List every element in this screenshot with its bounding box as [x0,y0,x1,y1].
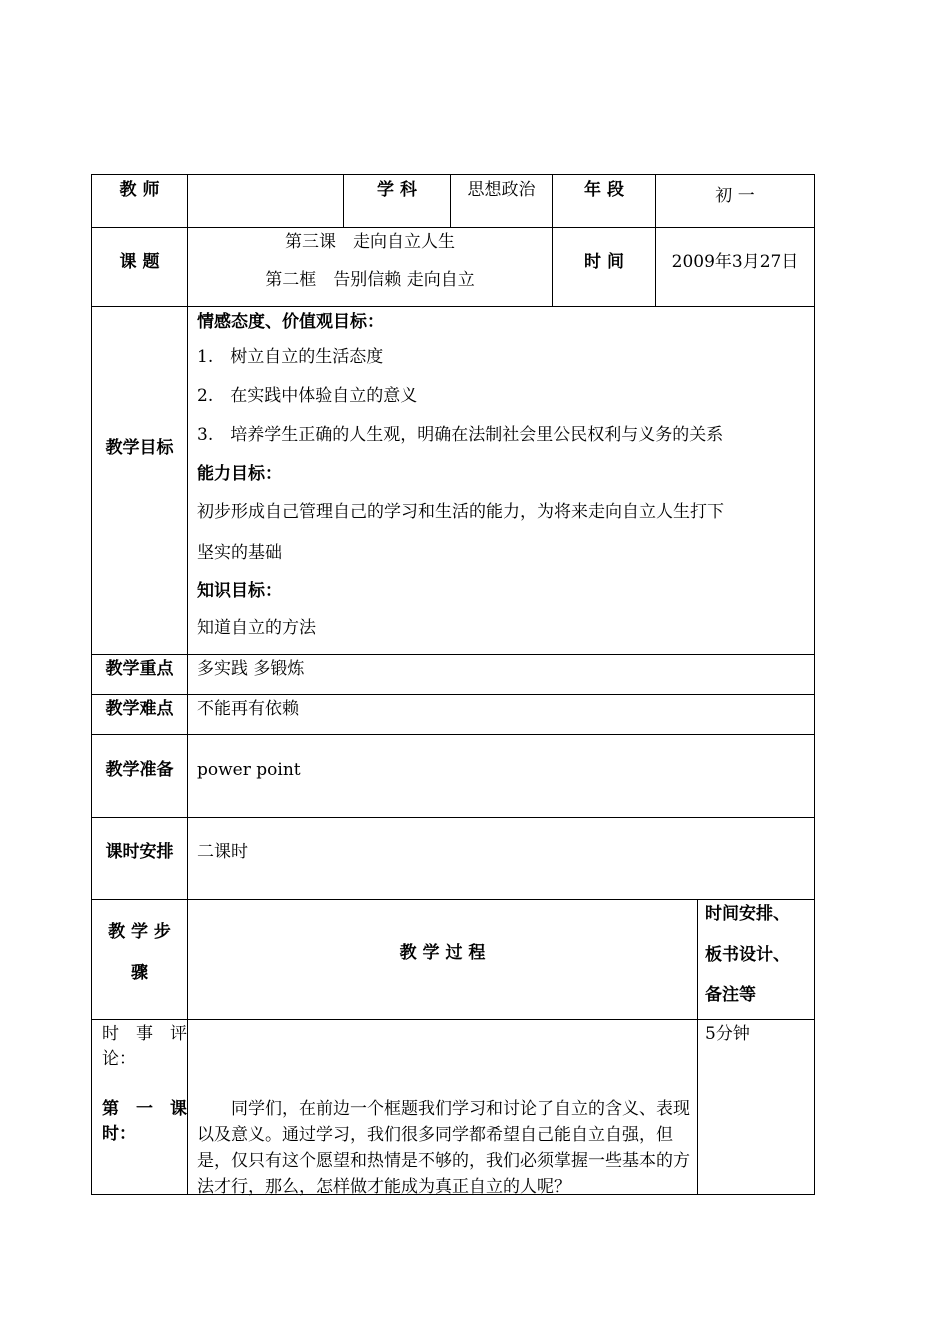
notes-label-line-2: 板书设计、 [705,945,790,965]
subject-value: 思想政治 [467,180,536,200]
preparation-label: 教学准备 [105,760,174,780]
topic-line-2: 第二框 告别信赖 走向自立 [265,270,475,290]
objectives-label: 教学目标 [105,438,174,458]
table-rule [814,174,815,1195]
topic-line-1: 第三课 走向自立人生 [285,232,455,252]
ability-heading: 能力目标： [197,464,282,484]
knowledge-text: 知道自立的方法 [197,618,316,638]
emotion-heading: 情感态度、价值观目标： [197,312,384,332]
time-note: 5分钟 [705,1024,750,1044]
topic-label: 课 题 [119,252,160,272]
ability-text-line-1: 初步形成自己管理自己的学习和生活的能力，为将来走向自立人生打下 [197,502,724,522]
table-rule [91,1019,815,1020]
table-rule [91,174,92,1195]
step-line-3: 第 一 课 [102,1099,187,1119]
table-rule [91,694,815,695]
table-rule [91,899,815,900]
step-line-1: 时 事 评 [102,1024,187,1044]
key-point-label: 教学重点 [105,659,174,679]
process-label: 教 学 过 程 [399,943,486,963]
schedule-label: 课时安排 [105,842,174,862]
table-rule [697,899,698,1195]
steps-label-line-2: 骤 [131,963,148,983]
table-rule [91,174,815,175]
emotion-item-3: 3. 培养学生正确的人生观，明确在法制社会里公民权利与义务的关系 [197,425,724,445]
difficulty-label: 教学难点 [105,699,174,719]
subject-label: 学 科 [377,180,417,200]
schedule-value: 二课时 [197,842,248,862]
emotion-item-1: 1. 树立自立的生活态度 [197,347,384,367]
step-line-2: 论： [102,1049,136,1069]
time-value: 2009年3月27日 [671,252,799,272]
teacher-label: 教 师 [119,180,160,200]
step-line-4: 时： [102,1124,136,1144]
time-label: 时 间 [584,252,624,272]
ability-text-line-2: 坚实的基础 [197,543,282,563]
grade-label: 年 段 [584,180,624,200]
knowledge-heading: 知识目标： [197,581,282,601]
steps-label-line-1: 教 学 步 [108,922,171,942]
key-point-value: 多实践 多锻炼 [197,659,305,679]
difficulty-value: 不能再有依赖 [197,699,299,719]
emotion-item-2: 2. 在实践中体验自立的意义 [197,386,418,406]
table-rule [187,174,188,1195]
process-content: 同学们，在前边一个框题我们学习和讨论了自立的含义、表现以及意义。通过学习，我们很多同学都希望自己能自立自强，但是，仅只有这个愿望和热情是不够的，我们必须掌握一些基本的方法才行，那么，怎样做才能成为真正自立的人呢？ [197,1099,690,1197]
table-rule [91,817,815,818]
grade-value: 初 一 [715,186,755,206]
notes-label-line-3: 备注等 [705,985,756,1005]
table-rule [91,654,815,655]
notes-label-line-1: 时间安排、 [705,904,790,924]
table-rule [91,734,815,735]
preparation-value: power point [197,760,301,780]
table-rule [91,227,815,228]
table-rule [91,306,815,307]
